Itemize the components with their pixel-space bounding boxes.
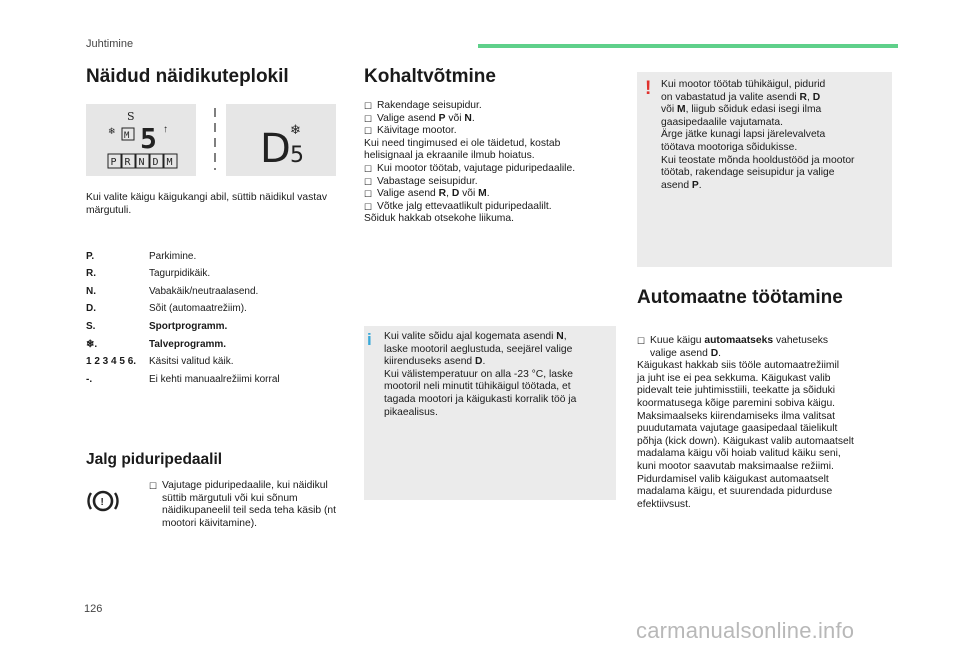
section-accent-bar — [478, 44, 898, 48]
step-item: ☐ Kui mootor töötab, vajutage piduripedaalile. — [364, 162, 576, 174]
auto-body-line: Maksimaalseks kiirendamiseks ilma valitsat — [637, 410, 835, 422]
gear-definition-value: Sportprogramm. — [149, 321, 228, 332]
auto-body-line: kuni mootor saavutab maksimaalse režiimi. — [637, 460, 834, 472]
gear-display-tile — [86, 104, 196, 176]
step-note: Kui need tingimused ei ole täidetud, kostab — [364, 137, 561, 149]
gear-definition-value: Tagurpidikäik. — [149, 268, 211, 279]
middle-title: Kohaltvõtmine — [364, 66, 496, 87]
info-note-text — [384, 331, 614, 419]
snowflake-icon: ❄ — [290, 122, 301, 137]
gear-letter: P — [110, 157, 117, 168]
bullet-marker: ☐ — [364, 176, 373, 187]
gear-definition-row — [86, 356, 233, 367]
auto-bullet-line: ☐ Kuue käigu automaatseks vahetuseks — [637, 335, 829, 346]
brake-pedal-icon — [86, 484, 120, 523]
gear-definition-row — [86, 303, 247, 314]
step-item: ☐ Vabastage seisupidur. — [364, 175, 478, 187]
brake-text: Vajutage piduripedaalile, kui näidikul süttib märgutuli või kui sõnum näidikupaneelil teil seda teha käsib (nt mootori käivitamine). — [162, 480, 337, 529]
gear-display-image — [86, 104, 196, 176]
gear-letter-row — [108, 154, 177, 168]
display-s-letter: S — [127, 110, 135, 123]
gear-definition-row — [86, 268, 210, 279]
auto-body-line: ja juht ise ei pea sekkuma. Käigukast valib — [637, 372, 831, 384]
bullet-marker: ☐ — [364, 101, 373, 111]
step-note: helisignaal ja ekraanile ilmub hoiatus. — [364, 150, 535, 162]
bullet-marker: ☐ — [637, 336, 646, 346]
bullet-marker: ☐ — [149, 481, 158, 491]
display-gear-digit: 5 — [290, 143, 304, 168]
display-d-letter: D — [260, 126, 291, 172]
gear-definition-value: Parkimine. — [149, 251, 197, 262]
section-label: Juhtimine — [86, 38, 134, 50]
automatic-operation-text — [637, 335, 895, 511]
gear-definition-key: -. — [86, 374, 93, 385]
step-item: ☐ Valige asend R, D või M. — [364, 188, 490, 200]
startup-steps — [364, 100, 619, 226]
warning-line: asend P. — [661, 179, 702, 191]
warning-line: gaasipedaalile vajutamata. — [661, 116, 783, 128]
gear-definition-row — [86, 321, 227, 332]
gear-definition-value: Ei kehti manuaalrežiimi korral — [149, 374, 280, 385]
gear-definition-key: 1 2 3 4 5 6. — [86, 356, 137, 367]
gear-definition-key: D. — [86, 303, 96, 314]
warning-line: või M, liigub sõiduk edasi isegi ilma — [661, 104, 822, 116]
warning-line: Ärge jätke kunagi lapsi järelevalveta — [661, 129, 826, 141]
drive-display-tile — [226, 104, 336, 176]
separator-dashes — [214, 106, 216, 172]
auto-body-line: madalama käigu, et suurendada pidurduse — [637, 486, 833, 498]
gear-definition-key: N. — [86, 286, 96, 297]
step-note: Sõiduk hakkab otsekohe liikuma. — [364, 213, 514, 225]
auto-body-line: efektiivsust. — [637, 498, 691, 510]
gear-letter: M — [166, 157, 173, 168]
snowflake-icon: ❄ — [108, 126, 116, 136]
gear-letter: N — [138, 157, 145, 168]
brake-title: Jalg piduripedaalil — [86, 451, 223, 468]
gear-letter: D — [152, 157, 159, 168]
display-big-digit: 5 — [140, 122, 157, 155]
warning-line: Kui mootor töötab tühikäigul, pidurid — [661, 79, 826, 90]
step-item: ☐ Valige asend P või N. — [364, 112, 475, 124]
warning-line: töötava mootoriga sõidukisse. — [661, 141, 798, 153]
warning-note-box — [637, 72, 892, 267]
bullet-marker: ☐ — [364, 201, 373, 212]
svg-text:!: ! — [100, 497, 104, 508]
bullet-marker: ☐ — [364, 126, 373, 137]
info-line: pikaealisus. — [384, 406, 438, 418]
gear-definition-value: Käsitsi valitud käik. — [149, 356, 234, 367]
info-line: Kui välistemperatuur on alla -23 °C, laske — [384, 368, 573, 380]
bullet-marker: ☐ — [364, 189, 373, 200]
left-intro: Kui valite käigu käigukangi abil, süttib näidikul vastav märgutuli. — [86, 192, 327, 216]
info-line: laske mootoril aeglustuda, seejärel valige — [384, 343, 573, 355]
auto-body-line: puudutamata vajutage gaasipedaal täielikult — [637, 423, 838, 435]
step-item: ☐ Käivitage mootor. — [364, 125, 457, 137]
warning-note-text — [661, 79, 889, 192]
gear-definition-value: Vabakäik/neutraalasend. — [149, 286, 259, 297]
info-line: tagada mootori ja käigukasti korralik töö ja — [384, 393, 577, 405]
gear-definition-key: R. — [86, 268, 96, 279]
info-note-box — [364, 326, 616, 500]
info-line: mootoril neli minutit tühikäigul töötada, et — [384, 381, 571, 393]
auto-body-line: põhja (kick down). Käigukast valib automaatselt — [637, 435, 854, 447]
gear-definition-value: Talveprogramm. — [149, 339, 227, 350]
auto-body-line: koormatusega kõige paremini sobiva käigu. — [637, 397, 836, 409]
auto-body-line: Pidurdamisel valib käigukast automaatselt — [637, 473, 829, 485]
info-line: Kui valite sõidu ajal kogemata asendi N, — [384, 331, 567, 342]
left-title: Näidud näidikuteplokil — [86, 66, 289, 87]
gear-definition-key: ❄. — [86, 339, 98, 350]
upshift-arrow-icon: ↑ — [163, 124, 168, 135]
auto-body-line: Käigukast hakkab siis tööle automaatrežiimil — [637, 360, 840, 372]
watermark: carmanualsonline.info — [636, 618, 855, 643]
bullet-marker: ☐ — [364, 163, 373, 174]
step-item: ☐ Rakendage seisupidur. — [364, 100, 482, 111]
brake-item — [149, 480, 339, 530]
gear-definition-value: Sõit (automaatrežiim). — [149, 303, 247, 314]
gear-definition-row — [86, 286, 258, 297]
gear-definition-row — [86, 374, 280, 385]
bullet-marker: ☐ — [364, 113, 373, 124]
warning-line: töötab, rakendage seisupidur ja valige — [661, 167, 835, 179]
step-item: ☐ Võtke jalg ettevaatlikult piduripedaalilt. — [364, 200, 552, 212]
info-icon: i — [367, 330, 372, 349]
gear-letter: R — [124, 157, 131, 168]
page-number: 126 — [84, 603, 103, 615]
gear-definition-key: S. — [86, 321, 96, 332]
info-line: kiirenduseks asend D. — [384, 356, 486, 368]
auto-bullet-line: valige asend D. — [650, 347, 721, 359]
warning-line: on vabastatud ja valite asendi R, D — [661, 91, 821, 103]
gear-definition-row — [86, 251, 196, 262]
gear-definition-key: P. — [86, 251, 95, 262]
gear-definition-row — [86, 339, 226, 350]
right-title: Automaatne töötamine — [637, 287, 843, 308]
display-m-box: M — [124, 131, 130, 141]
auto-body-line: madalama käigu või hoiab valitud käiku seni, — [637, 448, 841, 460]
warning-icon: ! — [645, 78, 652, 99]
warning-line: Kui teostate mõnda hooldustööd ja mootor — [661, 154, 855, 166]
auto-body-line: pidevalt teie juhtimisstiili, teekatte ja sõiduki — [637, 385, 836, 397]
